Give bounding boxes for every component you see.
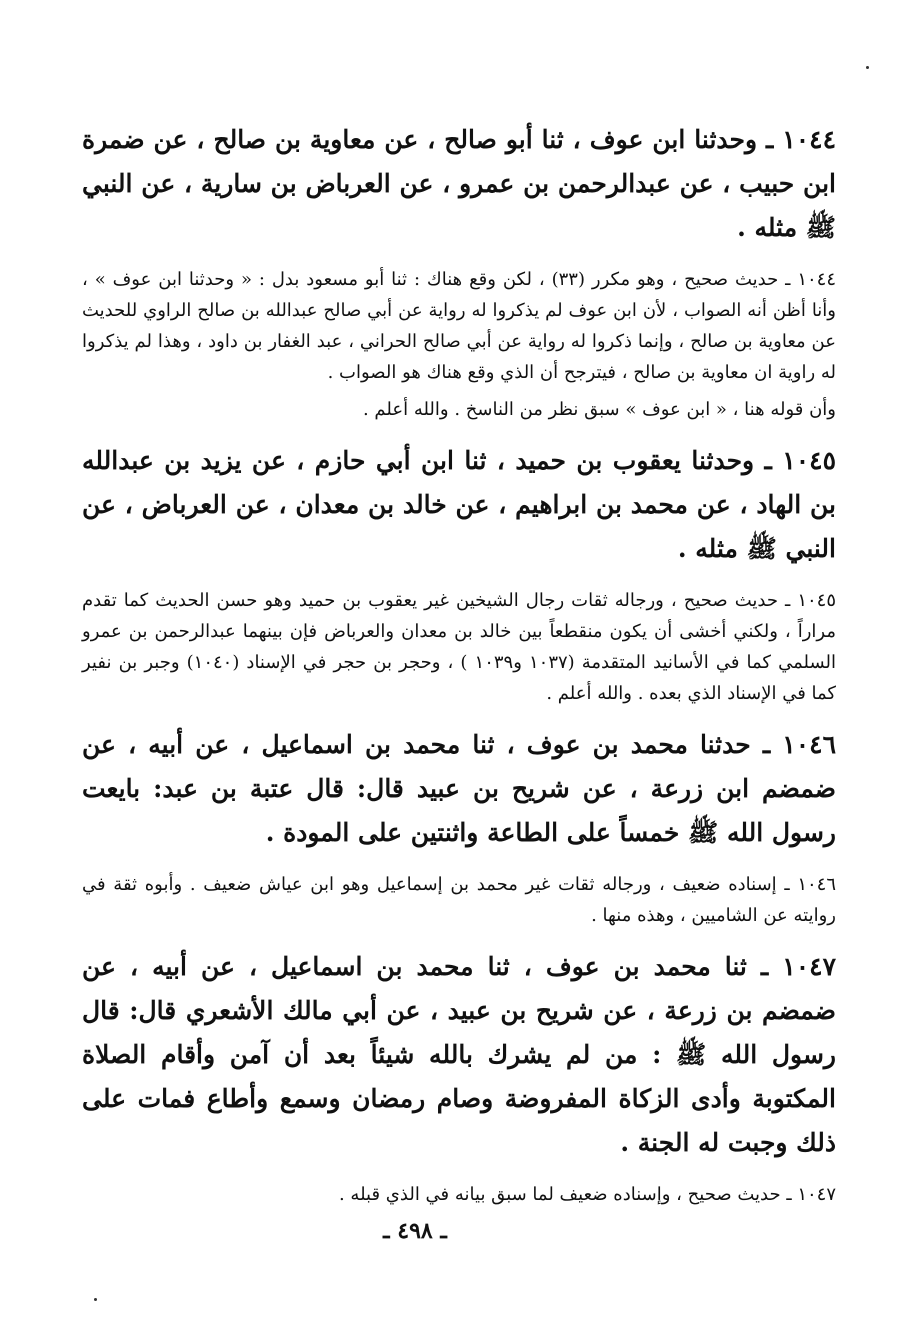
note-1044-continuation: وأن قوله هنا ، « ابن عوف » سبق نظر من الناسخ . والله أعلم . bbox=[362, 399, 836, 420]
page-number: ـ ٤٩٨ ـ bbox=[383, 1218, 447, 1244]
note-1045: ١٠٤٥ ـ حديث صحيح ، ورجاله ثقات رجال الشيخين غير يعقوب بن حميد وهو حسن الحديث كما تقدم مراراً ، ولكني أخشى أن يكون منقطعاً بين خالد بن معدان والعرباض فإن بينهما عبدالرحمن بن عمرو السلمي كما في الأسانيد المتقدمة (١٠٣٧ و١٠٣٩ ) ، وحجر بن حجر في الإسناد (١٠٤٠) وجبر بن نفير كما في الإسناد الذي بعده . والله أعلم . bbox=[82, 590, 836, 704]
scan-speck bbox=[866, 66, 869, 69]
page-body bbox=[82, 118, 836, 1224]
hadith-1046: ١٠٤٦ ـ حدثنا محمد بن عوف ، ثنا محمد بن اسماعيل ، عن أبيه ، عن ضمضم ابن زرعة ، عن شريح بن عبيد قال: قال عتبة بن عبد: بايعت رسول الله ﷺ خمساً على الطاعة واثنتين على المودة . bbox=[82, 730, 836, 847]
hadith-1044: ١٠٤٤ ـ وحدثنا ابن عوف ، ثنا أبو صالح ، عن معاوية بن صالح ، عن ضمرة ابن حبيب ، عن عبدالرحمن بن عمرو ، عن العرباض بن سارية ، عن النبي ﷺ مثله . bbox=[82, 125, 836, 242]
note-1047: ١٠٤٧ ـ حديث صحيح ، وإسناده ضعيف لما سبق بيانه في الذي قبله . bbox=[338, 1184, 836, 1205]
note-1046: ١٠٤٦ ـ إسناده ضعيف ، ورجاله ثقات غير محمد بن إسماعيل وهو ابن عياش ضعيف . وأبوه ثقة في روايته عن الشاميين ، وهذه منها . bbox=[82, 874, 836, 926]
hadith-1045: ١٠٤٥ ـ وحدثنا يعقوب بن حميد ، ثنا ابن أبي حازم ، عن يزيد بن عبدالله بن الهاد ، عن محمد بن ابراهيم ، عن خالد بن معدان ، عن العرباض ، عن النبي ﷺ مثله . bbox=[82, 446, 836, 563]
note-1044: ١٠٤٤ ـ حديث صحيح ، وهو مكرر (٣٣) ، لكن وقع هناك : ثنا أبو مسعود بدل : « وحدثنا ابن عوف » ، وأنا أظن أنه الصواب ، لأن ابن عوف لم يذكروا له رواية عن أبي صالح عبدالله بن صالح الراوي للحديث عن معاوية بن صالح ، وإنما ذكروا له رواية عن أبي صالح الحراني ، عبد الغفار بن داود ، وهذا لم يذكروا له راوية ان معاوية بن صالح ، فيترجح أن الذي وقع هناك هو الصواب . bbox=[82, 269, 837, 383]
scan-speck bbox=[94, 1298, 97, 1301]
hadith-1047: ١٠٤٧ ـ ثنا محمد بن عوف ، ثنا محمد بن اسماعيل ، عن أبيه ، عن ضمضم بن زرعة ، عن شريح بن عبيد ، عن أبي مالك الأشعري قال: قال رسول الله ﷺ : من لم يشرك بالله شيئاً بعد أن آمن وأقام الصلاة المكتوبة وأدى الزكاة المفروضة وصام رمضان وسمع وأطاع فمات على ذلك وجبت له الجنة . bbox=[82, 952, 836, 1157]
